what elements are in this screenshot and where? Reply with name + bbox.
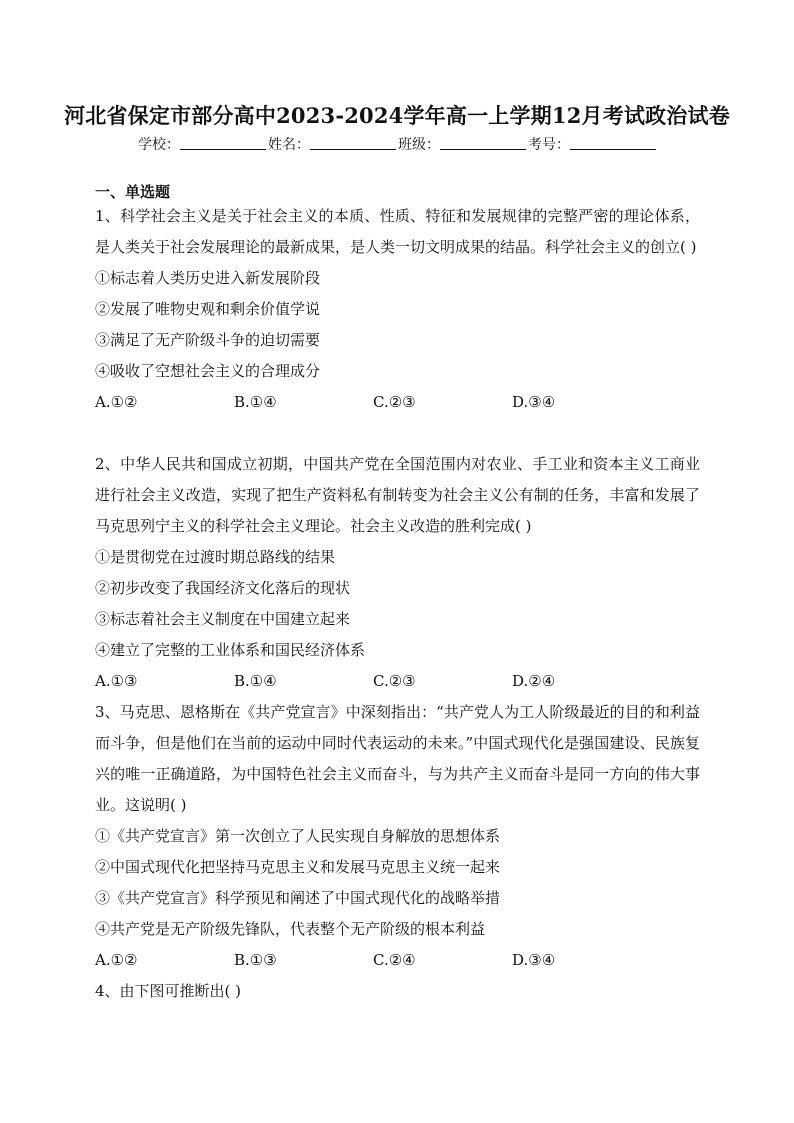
option-b: B.①③ — [234, 951, 277, 969]
option-d: D.③④ — [512, 393, 556, 411]
exam-number-blank — [570, 136, 656, 150]
class-blank — [440, 136, 526, 150]
statement: ④共产党是无产阶级先锋队，代表整个无产阶级的根本利益 — [95, 920, 486, 938]
option-a: A.①③ — [95, 672, 138, 690]
question-3 — [95, 697, 700, 976]
answer-options — [95, 945, 700, 976]
option-b: B.①④ — [234, 672, 277, 690]
statement: ④建立了完整的工业体系和国民经济体系 — [95, 641, 366, 659]
answer-options — [95, 666, 700, 697]
school-label: 学校： — [138, 137, 180, 153]
option-c: C.②③ — [373, 672, 416, 690]
option-b: B.①④ — [234, 393, 277, 411]
question-stem: 2、中华人民共和国成立初期，中国共产党在全国范围内对农业、手工业和资本主义工商业进行社会主义改造，实现了把生产资料私有制转变为社会主义公有制的任务，丰富和发展了马克思列宁主义的科学社会主义理论。社会主义改造的胜利完成( ) — [95, 455, 700, 535]
question-stem: 3、马克思、恩格斯在《共产党宣言》中深刻指出：“共产党人为工人阶级最近的目的和利益而斗争，但是他们在当前的运动中同时代表运动的未来。”中国式现代化是强国建设、民族复兴的唯一正确道路，为中国特色社会主义而奋斗，与为共产主义而奋斗是同一方向的伟大事业。这说明( ) — [95, 703, 700, 814]
option-c: C.②④ — [373, 951, 416, 969]
class-label: 班级： — [398, 137, 440, 153]
question-1 — [95, 201, 700, 418]
school-blank — [180, 136, 266, 150]
statement: ③满足了无产阶级斗争的迫切需要 — [95, 331, 321, 349]
option-a: A.①② — [95, 951, 138, 969]
question-stem: 4、由下图可推断出( ) — [95, 982, 242, 1000]
section-heading: 一、单选题 — [95, 183, 171, 201]
statement: ④吸收了空想社会主义的合理成分 — [95, 362, 321, 380]
name-blank — [310, 136, 396, 150]
statement: ②发展了唯物史观和剩余价值学说 — [95, 300, 321, 318]
answer-options — [95, 387, 700, 418]
exam-number-label: 考号： — [528, 137, 570, 153]
statement: ②初步改变了我国经济文化落后的现状 — [95, 579, 351, 597]
option-d: D.②④ — [512, 672, 556, 690]
name-label: 姓名： — [268, 137, 310, 153]
statement: ③标志着社会主义制度在中国建立起来 — [95, 610, 351, 628]
class-field — [398, 134, 526, 154]
question-2 — [95, 449, 700, 697]
school-field — [138, 134, 266, 154]
student-info-row — [0, 134, 794, 154]
statement: ②中国式现代化把坚持马克思主义和发展马克思主义统一起来 — [95, 858, 501, 876]
statement: ①标志着人类历史进入新发展阶段 — [95, 269, 321, 287]
question-stem: 1、科学社会主义是关于社会主义的本质、性质、特征和发展规律的完整严密的理论体系，是人类关于社会发展理论的最新成果，是人类一切文明成果的结晶。科学社会主义的创立( ) — [95, 207, 700, 256]
question-4 — [95, 976, 700, 1007]
statement: ①《共产党宣言》第一次创立了人民实现自身解放的思想体系 — [95, 827, 501, 845]
exam-number-field — [528, 134, 656, 154]
statement: ③《共产党宣言》科学预见和阐述了中国式现代化的战略举措 — [95, 889, 501, 907]
exam-title: 河北省保定市部分高中2023-2024学年高一上学期12月考试政治试卷 — [64, 103, 730, 128]
option-d: D.③④ — [512, 951, 556, 969]
statement: ①是贯彻党在过渡时期总路线的结果 — [95, 548, 336, 566]
option-c: C.②③ — [373, 393, 416, 411]
name-field — [268, 134, 396, 154]
option-a: A.①② — [95, 393, 138, 411]
